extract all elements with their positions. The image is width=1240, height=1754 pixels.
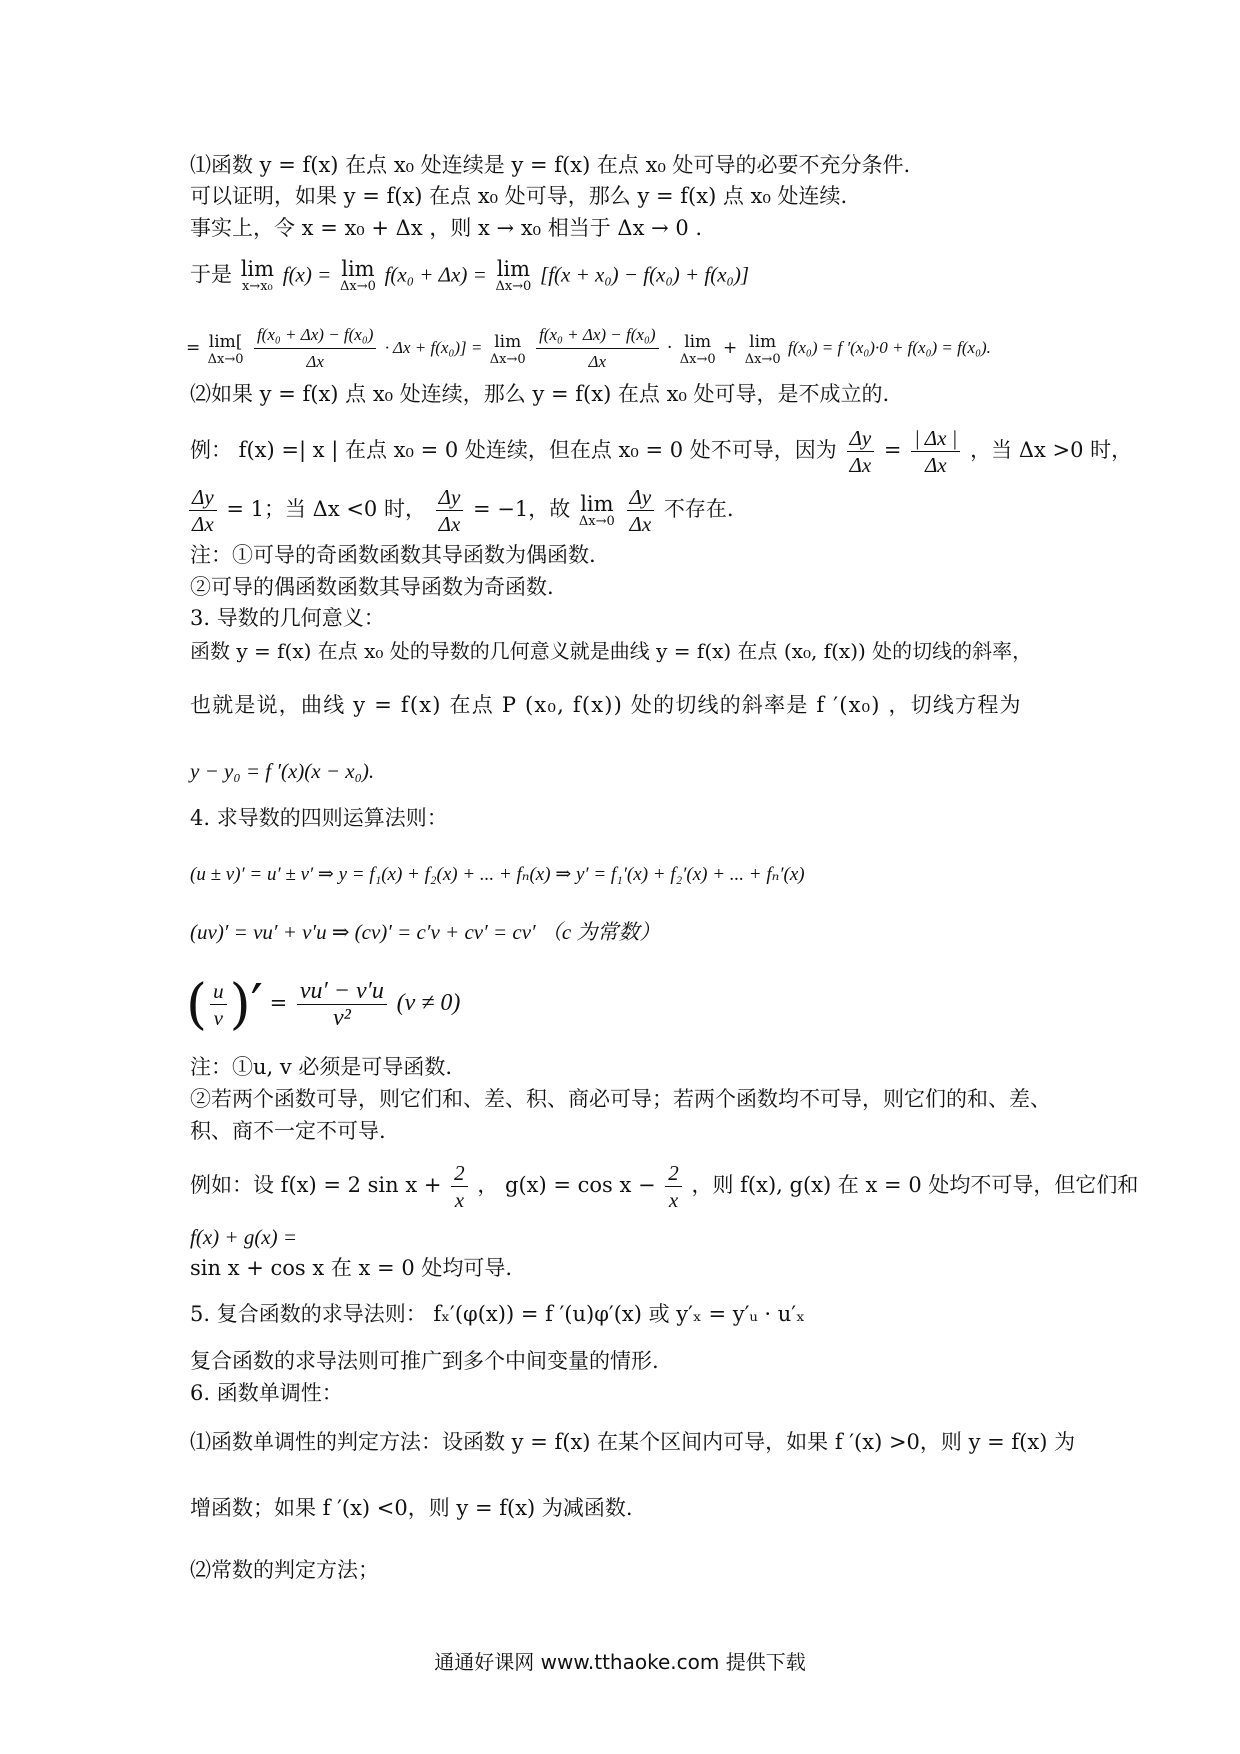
text-line-20: ②若两个函数可导，则它们和、差、积、商必可导；若两个函数均不可导，则它们的和、差、 [190, 1087, 1051, 1111]
fraction-denominator: Δx [629, 512, 652, 536]
limit-operator [745, 331, 781, 367]
fraction [254, 322, 376, 375]
text-segment: = 1；当 Δx <0 时， [226, 497, 426, 521]
fraction-numerator: Δy [627, 484, 655, 511]
text-line-12: 函数 y = f(x) 在点 x₀ 处的导数的几何意义就是曲线 y = f(x) 在点 (x₀, f(x)) 处的切线的斜率， [190, 639, 1033, 663]
section-heading-3: 3. 导数的几何意义： [190, 606, 385, 630]
text-line-30: ⑵常数的判定方法； [190, 1558, 379, 1582]
limit-label: lim [580, 491, 614, 516]
math-segment: f(x) = [282, 262, 332, 287]
limit-operator [208, 331, 244, 367]
fraction-numerator: vu′ − v′u [297, 978, 387, 1005]
limit-subscript: Δx→0 [495, 279, 532, 294]
example-line-3 [190, 1160, 1138, 1213]
tangent-equation: y − y₀ = f ′(x)(x − x₀). [190, 759, 375, 783]
limit-subscript: Δx→0 [339, 279, 376, 294]
text-line-13: 也就是说，曲线 y = f(x) 在点 P (x₀, f(x)) 处的切线的斜率是 f ′(x₀) ，切线方程为 [190, 693, 1022, 717]
limit-equation-line-1 [190, 258, 749, 294]
limit-label: lim [240, 257, 275, 281]
fraction [451, 1160, 468, 1213]
math-segment: f(x₀ + Δx) = [384, 262, 487, 287]
fraction-numerator: Δy [189, 484, 217, 511]
fraction [210, 978, 227, 1031]
text-line-21: 积、商不一定不可导. [190, 1119, 386, 1143]
example-line-1 [190, 425, 1132, 478]
fraction-numerator: 2 [665, 1160, 682, 1187]
math-segment: = [883, 438, 902, 462]
math-segment: = [269, 991, 288, 1015]
text-segment: 例如：设 f(x) = 2 sin x + [190, 1173, 442, 1197]
section-heading-5: 5. 复合函数的求导法则： fₓ′(φ(x)) = f ′(u)φ′(x) 或 y′ₓ = y′ᵤ · u′ₓ [190, 1302, 805, 1326]
fraction-numerator: 2 [451, 1160, 468, 1187]
left-paren: ( [186, 972, 208, 1036]
fraction-numerator: | Δx | [911, 425, 960, 452]
limit-label: lim [341, 257, 375, 281]
fraction-denominator: Δx [438, 512, 461, 536]
limit-subscript: Δx→0 [489, 351, 526, 367]
text-segment: ， g(x) = cos x − [477, 1173, 656, 1197]
limit-operator [680, 331, 716, 367]
product-rule-formula: (uv)′ = vu′ + v′u ⇒ (cv)′ = c′v + cv′ = cv′ （c 为常数） [190, 920, 661, 944]
limit-operator [579, 493, 615, 529]
math-segment: · Δx + f(x₀)] = [384, 338, 483, 357]
section-heading-6: 6. 函数单调性： [190, 1381, 343, 1405]
math-segment: + [723, 338, 738, 358]
limit-operator [241, 258, 274, 294]
limit-operator [490, 331, 526, 367]
limit-label: lim [496, 257, 531, 281]
limit-subscript: Δx→0 [207, 351, 244, 367]
fraction-denominator: x [668, 1188, 679, 1212]
fraction-numerator: f(x₀ + Δx) − f(x₀) [536, 322, 658, 349]
text-line-23: f(x) + g(x) = [190, 1225, 298, 1249]
limit-label: lim[ [208, 331, 243, 352]
fraction [911, 425, 960, 478]
text-segment: ，当 Δx >0 时， [970, 438, 1133, 462]
limit-label: lim [749, 331, 777, 352]
fraction-numerator: f(x₀ + Δx) − f(x₀) [254, 322, 376, 349]
fraction-denominator: Δx [924, 453, 947, 477]
quotient-rule-formula [186, 972, 461, 1036]
text-segment: 于是 [190, 262, 232, 287]
fraction [436, 484, 464, 537]
section-heading-4: 4. 求导数的四则运算法则： [190, 806, 448, 830]
fraction-denominator: x [454, 1188, 465, 1212]
math-segment: f(x₀) = f ′(x₀)·0 + f(x₀) = f(x₀). [788, 338, 991, 357]
fraction-numerator: Δy [436, 484, 464, 511]
text-line-19: 注：①u, v 必须是可导函数. [190, 1055, 453, 1079]
limit-subscript: x→x₀ [241, 279, 273, 294]
text-line-26: 复合函数的求导法则可推广到多个中间变量的情形. [190, 1349, 659, 1373]
fraction-denominator: v [213, 1006, 223, 1030]
right-paren-prime: )′ [229, 972, 263, 1036]
limit-equation-line-2 [186, 322, 991, 375]
fraction-numerator: Δy [847, 425, 875, 452]
limit-operator [340, 258, 376, 294]
text-segment: 例： f(x) =| x | 在点 x₀ = 0 处连续，但在点 x₀ = 0 处不可导，因为 [190, 438, 837, 462]
text-segment: = −1，故 [473, 497, 571, 521]
fraction [536, 322, 658, 375]
text-line-10: ②可导的偶函数函数其导函数为奇函数. [190, 575, 554, 599]
fraction-denominator: Δx [306, 352, 324, 371]
page-footer: 通通好课网 www.tthaoke.com 提供下载 [434, 1650, 806, 1674]
text-line-2: 可以证明，如果 y = f(x) 在点 x₀ 处可导，那么 y = f(x) 点 x₀ 处连续. [190, 184, 848, 208]
text-line-29: 增函数；如果 f ′(x) <0，则 y = f(x) 为减函数. [190, 1496, 633, 1520]
math-segment: [f(x + x₀) − f(x₀) + f(x₀)] [540, 262, 750, 287]
text-line-6: ⑵如果 y = f(x) 点 x₀ 处连续，那么 y = f(x) 在点 x₀ 处可导，是不成立的. [190, 382, 890, 406]
limit-label: lim [494, 331, 522, 352]
fraction-denominator: Δx [849, 453, 872, 477]
fraction-numerator: u [210, 978, 227, 1005]
math-segment: (v ≠ 0) [396, 990, 461, 1016]
limit-subscript: Δx→0 [744, 351, 781, 367]
text-line-1: ⑴函数 y = f(x) 在点 x₀ 处连续是 y = f(x) 在点 x₀ 处可导的必要不充分条件. [190, 153, 911, 177]
limit-operator [495, 258, 531, 294]
text-segment: 不存在. [663, 497, 734, 521]
example-line-2 [186, 484, 734, 537]
text-line-28: ⑴函数单调性的判定方法：设函数 y = f(x) 在某个区间内可导，如果 f ′(x) >0，则 y = f(x) 为 [190, 1430, 1076, 1454]
fraction-denominator: v² [332, 1005, 351, 1031]
fraction-denominator: Δx [588, 352, 607, 371]
fraction [847, 425, 875, 478]
text-segment: ，则 f(x), g(x) 在 x = 0 处均不可导，但它们和 [691, 1173, 1139, 1197]
limit-label: lim [684, 331, 712, 352]
limit-subscript: Δx→0 [578, 513, 615, 529]
fraction [297, 978, 387, 1031]
fraction [665, 1160, 682, 1213]
text-line-24: sin x + cos x 在 x = 0 处均可导. [190, 1256, 513, 1280]
math-segment: = [186, 338, 201, 358]
text-line-3: 事实上，令 x = x₀ + Δx ，则 x → x₀ 相当于 Δx → 0 . [190, 216, 703, 240]
fraction [189, 484, 217, 537]
limit-subscript: Δx→0 [679, 351, 716, 367]
math-segment: · [666, 338, 673, 358]
text-line-9: 注：①可导的奇函数函数其导函数为偶函数. [190, 543, 596, 567]
fraction-denominator: Δx [192, 512, 214, 536]
sum-rule-formula: (u ± v)′ = u′ ± v′ ⇒ y = f₁(x) + f₂(x) + ... + fₙ(x) ⇒ y′ = f₁′(x) + f₂′(x) + ... + fₙ′(x) [190, 864, 805, 885]
fraction [627, 484, 655, 537]
